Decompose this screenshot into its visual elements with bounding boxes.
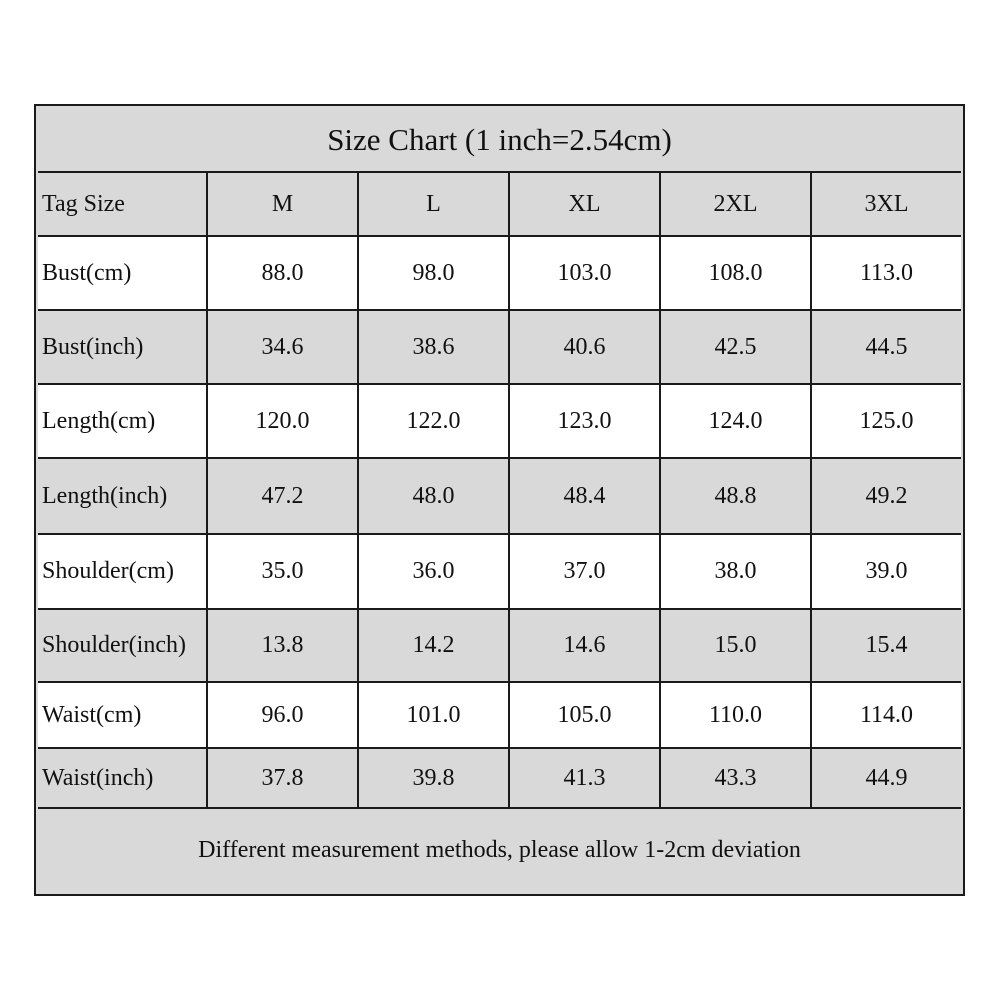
table-cell: 114.0 — [811, 682, 961, 748]
table-cell: 49.2 — [811, 458, 961, 534]
size-header-l: L — [358, 172, 509, 236]
table-cell: 36.0 — [358, 534, 509, 609]
table-cell: 48.4 — [509, 458, 660, 534]
size-chart-table — [38, 108, 961, 892]
table-cell: 120.0 — [207, 384, 358, 458]
size-header-2xl: 2XL — [660, 172, 811, 236]
row-label: Bust(cm) — [38, 236, 207, 310]
table-row-bust-cm — [38, 236, 961, 310]
table-cell: 98.0 — [358, 236, 509, 310]
table-cell: 15.4 — [811, 609, 961, 682]
chart-title: Size Chart (1 inch=2.54cm) — [38, 108, 961, 172]
table-cell: 125.0 — [811, 384, 961, 458]
row-label: Bust(inch) — [38, 310, 207, 384]
table-cell: 34.6 — [207, 310, 358, 384]
size-header-3xl: 3XL — [811, 172, 961, 236]
table-cell: 39.8 — [358, 748, 509, 808]
table-cell: 39.0 — [811, 534, 961, 609]
row-label: Length(inch) — [38, 458, 207, 534]
table-cell: 15.0 — [660, 609, 811, 682]
table-cell: 103.0 — [509, 236, 660, 310]
table-cell: 101.0 — [358, 682, 509, 748]
table-cell: 96.0 — [207, 682, 358, 748]
size-header-xl: XL — [509, 172, 660, 236]
table-cell: 44.9 — [811, 748, 961, 808]
table-cell: 38.0 — [660, 534, 811, 609]
row-label: Shoulder(cm) — [38, 534, 207, 609]
table-cell: 42.5 — [660, 310, 811, 384]
table-row-bust-inch — [38, 310, 961, 384]
header-label: Tag Size — [38, 172, 207, 236]
table-row-shoulder-inch — [38, 609, 961, 682]
row-label: Waist(inch) — [38, 748, 207, 808]
table-cell: 38.6 — [358, 310, 509, 384]
table-cell: 105.0 — [509, 682, 660, 748]
table-cell: 108.0 — [660, 236, 811, 310]
table-cell: 48.8 — [660, 458, 811, 534]
table-cell: 40.6 — [509, 310, 660, 384]
table-cell: 110.0 — [660, 682, 811, 748]
header-row — [38, 172, 961, 236]
size-chart — [34, 104, 965, 896]
table-row-length-cm — [38, 384, 961, 458]
table-cell: 41.3 — [509, 748, 660, 808]
table-cell: 88.0 — [207, 236, 358, 310]
table-cell: 14.2 — [358, 609, 509, 682]
table-row-waist-cm — [38, 682, 961, 748]
table-cell: 13.8 — [207, 609, 358, 682]
row-label: Waist(cm) — [38, 682, 207, 748]
table-cell: 35.0 — [207, 534, 358, 609]
table-cell: 123.0 — [509, 384, 660, 458]
table-cell: 48.0 — [358, 458, 509, 534]
table-row-waist-inch — [38, 748, 961, 808]
table-cell: 44.5 — [811, 310, 961, 384]
table-row-shoulder-cm — [38, 534, 961, 609]
table-cell: 47.2 — [207, 458, 358, 534]
table-cell: 37.8 — [207, 748, 358, 808]
size-header-m: M — [207, 172, 358, 236]
table-cell: 37.0 — [509, 534, 660, 609]
table-row-length-inch — [38, 458, 961, 534]
row-label: Shoulder(inch) — [38, 609, 207, 682]
table-cell: 43.3 — [660, 748, 811, 808]
row-label: Length(cm) — [38, 384, 207, 458]
table-cell: 113.0 — [811, 236, 961, 310]
table-cell: 14.6 — [509, 609, 660, 682]
table-cell: 124.0 — [660, 384, 811, 458]
table-cell: 122.0 — [358, 384, 509, 458]
measurement-note: Different measurement methods, please allow 1-2cm deviation — [38, 808, 961, 892]
